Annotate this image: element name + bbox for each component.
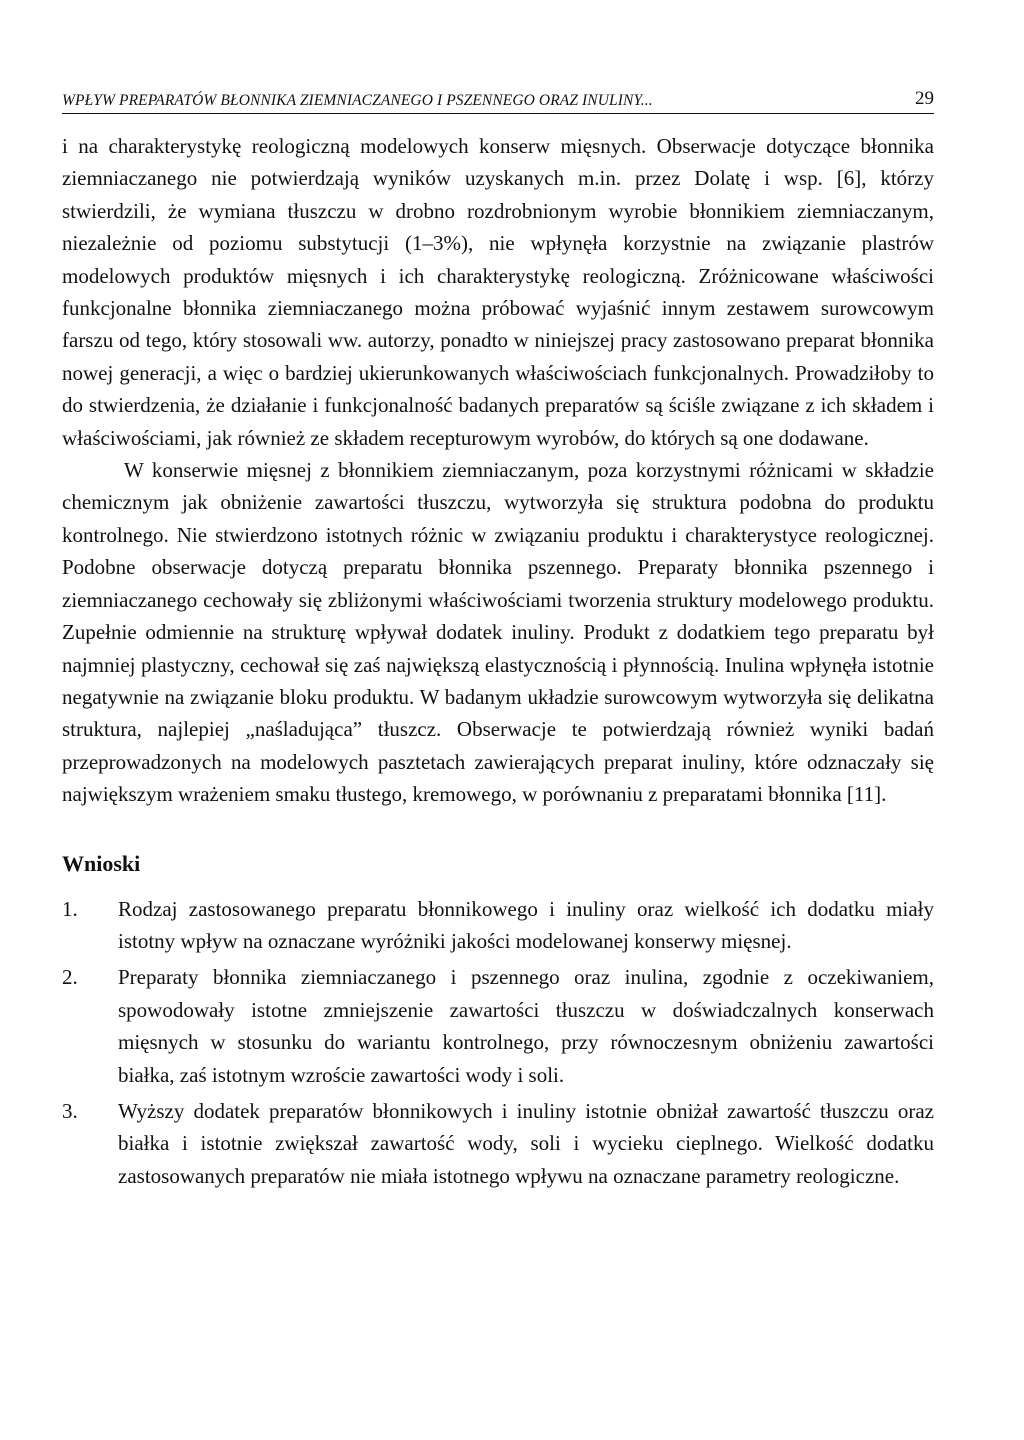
conclusion-item (62, 1095, 934, 1192)
conclusion-number: 1. (62, 896, 78, 921)
conclusion-number: 3. (62, 1098, 78, 1123)
conclusion-number: 2. (62, 965, 78, 990)
conclusion-item (62, 893, 934, 958)
running-title: WPŁYW PREPARATÓW BŁONNIKA ZIEMNIACZANEGO I PSZENNEGO ORAZ INULINY... (62, 92, 653, 109)
body-text (62, 130, 934, 811)
page-number: 29 (915, 88, 934, 109)
paragraph-continued: i na charakterystykę reologiczną modelowych konserw mięsnych. Obserwacje dotyczące błonnika ziemniaczanego nie potwierdzają wyników uzyskanych m.in. przez Dolatę i wsp. [6], którzy stwierdzili, że wymiana tłuszczu w drobno rozdrobnionym wyrobie błonnikiem ziemniaczanym, niezależnie od poziomu substytucji (1–3%), nie wpłynęła korzystnie na związanie plastrów modelowych produktów mięsnych i ich charakterystykę reologiczną. Zróżnicowane właściwości funkcjonalne błonnika ziemniaczanego można próbować wyjaśnić innym zestawem surowcowym farszu od tego, który stosowali ww. autorzy, ponadto w niniejszej pracy zastosowano preparat błonnika nowej generacji, a więc o bardziej ukierunkowanych właściwościach funkcjonalnych. Prowadziłoby to do stwierdzenia, że działanie i funkcjonalność badanych preparatów są ściśle związane z ich składem i właściwościami, jak również ze składem recepturowym wyrobów, do których są one dodawane. (62, 134, 934, 450)
conclusion-text: Rodzaj zastosowanego preparatu błonnikowego i inuliny oraz wielkość ich dodatku miały istotny wpływ na oznaczane wyróżniki jakości modelowanej konserwy mięsnej. (118, 896, 934, 953)
conclusion-text: Wyższy dodatek preparatów błonnikowych i inuliny istotnie obniżał zawartość tłuszczu oraz białka i istotnie zwiększał zawartość wody, soli i wycieku cieplnego. Wielkość dodatku zastosowanych preparatów nie miała istotnego wpływu na oznaczane parametry reologiczne. (118, 1098, 934, 1188)
paragraph: W konserwie mięsnej z błonnikiem ziemniaczanym, poza korzystnymi różnicami w składzie chemicznym jak obniżenie zawartości tłuszczu, wytworzyła się struktura podobna do produktu kontrolnego. Nie stwierdzono istotnych różnic w związaniu produktu i charakterystyce reologicznej. Podobne obserwacje dotyczą preparatu błonnika pszennego. Preparaty błonnika pszennego i ziemniaczanego cechowały się zbliżonymi właściwościami tworzenia struktury modelowego produktu. Zupełnie odmiennie na strukturę wpływał dodatek inuliny. Produkt z dodatkiem tego preparatu był najmniej plastyczny, cechował się zaś największą elastycznością i płynnością. Inulina wpłynęła istotnie negatywnie na związanie bloku produktu. W badanym układzie surowcowym wytworzyła się delikatna struktura, najlepiej „naśladująca” tłuszcz. Obserwacje te potwierdzają również wyniki badań przeprowadzonych na modelowych pasztetach zawierających preparat inuliny, które odznaczały się największym wrażeniem smaku tłustego, kremowego, w porównaniu z preparatami błonnika [11]. (62, 458, 934, 807)
conclusion-text: Preparaty błonnika ziemniaczanego i pszennego oraz inulina, zgodnie z oczekiwaniem, spowodowały istotne zmniejszenie zawartości tłuszczu w doświadczalnych konserwach mięsnych w stosunku do wariantu kontrolnego, przy równoczesnym obniżeniu zawartości białka, zaś istotnym wzroście zawartości wody i soli. (118, 965, 934, 1087)
conclusions-list (62, 893, 934, 1193)
running-header (62, 88, 934, 114)
conclusion-item (62, 961, 934, 1091)
section-heading-conclusions: Wnioski (62, 850, 141, 876)
